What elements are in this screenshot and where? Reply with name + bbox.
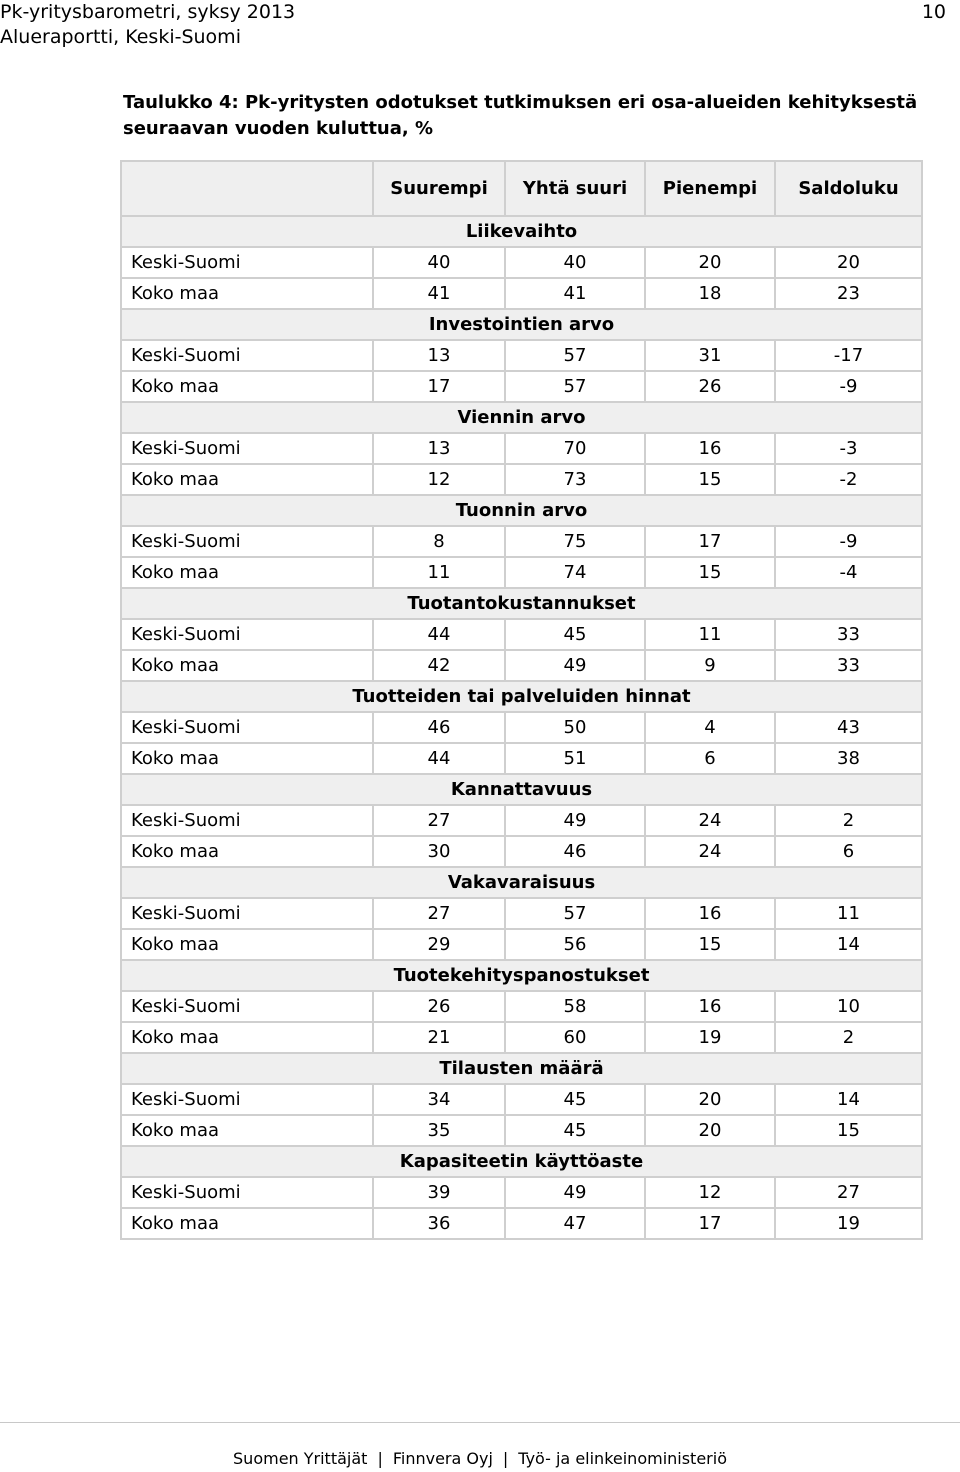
row-label: Koko maa xyxy=(121,464,373,495)
page-footer xyxy=(0,1448,960,1470)
value-cell: 49 xyxy=(505,650,645,681)
value-cell: 13 xyxy=(373,433,505,464)
value-cell: 14 xyxy=(775,929,922,960)
value-cell: 10 xyxy=(775,991,922,1022)
value-cell: 58 xyxy=(505,991,645,1022)
value-cell: 50 xyxy=(505,712,645,743)
value-cell: 57 xyxy=(505,371,645,402)
value-cell: 45 xyxy=(505,1115,645,1146)
value-cell: 17 xyxy=(645,526,775,557)
value-cell: 18 xyxy=(645,278,775,309)
table-row xyxy=(121,526,922,557)
section-header-row xyxy=(121,1053,922,1084)
value-cell: 45 xyxy=(505,619,645,650)
table-body xyxy=(121,161,922,1239)
value-cell: 15 xyxy=(645,929,775,960)
section-title: Liikevaihto xyxy=(121,216,922,247)
row-label: Koko maa xyxy=(121,278,373,309)
value-cell: 33 xyxy=(775,619,922,650)
table-row xyxy=(121,1084,922,1115)
value-cell: 40 xyxy=(373,247,505,278)
value-cell: 27 xyxy=(373,898,505,929)
row-label: Keski-Suomi xyxy=(121,619,373,650)
value-cell: 44 xyxy=(373,619,505,650)
value-cell: -3 xyxy=(775,433,922,464)
value-cell: 36 xyxy=(373,1208,505,1239)
section-title: Kapasiteetin käyttöaste xyxy=(121,1146,922,1177)
value-cell: 12 xyxy=(373,464,505,495)
value-cell: 27 xyxy=(775,1177,922,1208)
value-cell: 42 xyxy=(373,650,505,681)
section-header-row xyxy=(121,774,922,805)
page-number: 10 xyxy=(921,1,946,23)
report-title: Pk-yritysbarometri, syksy 2013 xyxy=(0,1,296,23)
section-header-row xyxy=(121,309,922,340)
row-label: Keski-Suomi xyxy=(121,712,373,743)
section-title: Tuotekehityspanostukset xyxy=(121,960,922,991)
section-header-row xyxy=(121,681,922,712)
value-cell: 12 xyxy=(645,1177,775,1208)
header-corner-cell xyxy=(121,161,373,216)
section-title: Kannattavuus xyxy=(121,774,922,805)
value-cell: 9 xyxy=(645,650,775,681)
value-cell: 38 xyxy=(775,743,922,774)
value-cell: 17 xyxy=(645,1208,775,1239)
section-title: Investointien arvo xyxy=(121,309,922,340)
row-label: Keski-Suomi xyxy=(121,340,373,371)
section-title: Tilausten määrä xyxy=(121,1053,922,1084)
value-cell: 60 xyxy=(505,1022,645,1053)
row-label: Keski-Suomi xyxy=(121,1084,373,1115)
row-label: Keski-Suomi xyxy=(121,991,373,1022)
value-cell: 11 xyxy=(373,557,505,588)
value-cell: 56 xyxy=(505,929,645,960)
value-cell: 30 xyxy=(373,836,505,867)
value-cell: 75 xyxy=(505,526,645,557)
footer-org-finnvera: Finnvera Oyj xyxy=(392,1449,493,1468)
value-cell: 40 xyxy=(505,247,645,278)
value-cell: 31 xyxy=(645,340,775,371)
value-cell: 15 xyxy=(645,464,775,495)
value-cell: -17 xyxy=(775,340,922,371)
value-cell: 70 xyxy=(505,433,645,464)
table-row xyxy=(121,371,922,402)
value-cell: 8 xyxy=(373,526,505,557)
row-label: Koko maa xyxy=(121,1115,373,1146)
value-cell: 20 xyxy=(645,247,775,278)
value-cell: -9 xyxy=(775,526,922,557)
value-cell: 13 xyxy=(373,340,505,371)
value-cell: 43 xyxy=(775,712,922,743)
section-header-row xyxy=(121,495,922,526)
row-label: Koko maa xyxy=(121,371,373,402)
row-label: Keski-Suomi xyxy=(121,247,373,278)
row-label: Koko maa xyxy=(121,557,373,588)
row-label: Koko maa xyxy=(121,1022,373,1053)
value-cell: 46 xyxy=(373,712,505,743)
value-cell: -2 xyxy=(775,464,922,495)
value-cell: 49 xyxy=(505,805,645,836)
value-cell: 47 xyxy=(505,1208,645,1239)
table-header-row xyxy=(121,161,922,216)
table-row xyxy=(121,650,922,681)
table-row xyxy=(121,712,922,743)
table-row xyxy=(121,805,922,836)
footer-org-suomen-yrittajat: Suomen Yrittäjät xyxy=(233,1449,368,1468)
value-cell: 2 xyxy=(775,1022,922,1053)
footer-separator: | xyxy=(377,1449,383,1468)
expectations-table xyxy=(120,160,923,1240)
value-cell: 17 xyxy=(373,371,505,402)
row-label: Koko maa xyxy=(121,743,373,774)
value-cell: 26 xyxy=(645,371,775,402)
table-row xyxy=(121,278,922,309)
value-cell: 19 xyxy=(775,1208,922,1239)
section-title: Tuotteiden tai palveluiden hinnat xyxy=(121,681,922,712)
table-row xyxy=(121,464,922,495)
value-cell: 46 xyxy=(505,836,645,867)
row-label: Keski-Suomi xyxy=(121,1177,373,1208)
row-label: Keski-Suomi xyxy=(121,433,373,464)
value-cell: 57 xyxy=(505,340,645,371)
table-row xyxy=(121,340,922,371)
section-header-row xyxy=(121,402,922,433)
section-header-row xyxy=(121,216,922,247)
value-cell: 15 xyxy=(645,557,775,588)
value-cell: 41 xyxy=(373,278,505,309)
section-header-row xyxy=(121,867,922,898)
value-cell: 16 xyxy=(645,898,775,929)
value-cell: 4 xyxy=(645,712,775,743)
table-row xyxy=(121,619,922,650)
value-cell: 44 xyxy=(373,743,505,774)
value-cell: 29 xyxy=(373,929,505,960)
value-cell: 20 xyxy=(645,1084,775,1115)
value-cell: 74 xyxy=(505,557,645,588)
value-cell: 23 xyxy=(775,278,922,309)
value-cell: 24 xyxy=(645,805,775,836)
value-cell: 24 xyxy=(645,836,775,867)
table-row xyxy=(121,1115,922,1146)
table-row xyxy=(121,1177,922,1208)
row-label: Keski-Suomi xyxy=(121,805,373,836)
row-label: Koko maa xyxy=(121,1208,373,1239)
value-cell: 27 xyxy=(373,805,505,836)
section-header-row xyxy=(121,960,922,991)
section-title: Vakavaraisuus xyxy=(121,867,922,898)
table-row xyxy=(121,557,922,588)
section-title: Viennin arvo xyxy=(121,402,922,433)
row-label: Koko maa xyxy=(121,836,373,867)
value-cell: 11 xyxy=(775,898,922,929)
value-cell: 73 xyxy=(505,464,645,495)
value-cell: 15 xyxy=(775,1115,922,1146)
table-row xyxy=(121,433,922,464)
value-cell: 14 xyxy=(775,1084,922,1115)
table-row xyxy=(121,898,922,929)
value-cell: 6 xyxy=(645,743,775,774)
document-header xyxy=(0,0,295,50)
value-cell: 16 xyxy=(645,433,775,464)
value-cell: 20 xyxy=(775,247,922,278)
value-cell: 33 xyxy=(775,650,922,681)
row-label: Koko maa xyxy=(121,650,373,681)
value-cell: 51 xyxy=(505,743,645,774)
value-cell: 45 xyxy=(505,1084,645,1115)
value-cell: 41 xyxy=(505,278,645,309)
value-cell: 35 xyxy=(373,1115,505,1146)
value-cell: 19 xyxy=(645,1022,775,1053)
column-header-pienempi: Pienempi xyxy=(645,161,775,216)
row-label: Koko maa xyxy=(121,929,373,960)
value-cell: 16 xyxy=(645,991,775,1022)
section-title: Tuotantokustannukset xyxy=(121,588,922,619)
value-cell: 11 xyxy=(645,619,775,650)
value-cell: 26 xyxy=(373,991,505,1022)
value-cell: 57 xyxy=(505,898,645,929)
column-header-saldoluku: Saldoluku xyxy=(775,161,922,216)
table-row xyxy=(121,991,922,1022)
section-header-row xyxy=(121,588,922,619)
row-label: Keski-Suomi xyxy=(121,898,373,929)
value-cell: -4 xyxy=(775,557,922,588)
table-row xyxy=(121,1208,922,1239)
table-caption: Taulukko 4: Pk-yritysten odotukset tutkimuksen eri osa-alueiden kehityksestä seuraavan vuoden kuluttua, % xyxy=(123,92,918,139)
value-cell: 49 xyxy=(505,1177,645,1208)
section-title: Tuonnin arvo xyxy=(121,495,922,526)
value-cell: 2 xyxy=(775,805,922,836)
column-header-yhta-suuri: Yhtä suuri xyxy=(505,161,645,216)
table-row xyxy=(121,247,922,278)
footer-separator: | xyxy=(502,1449,509,1468)
value-cell: 20 xyxy=(645,1115,775,1146)
column-header-suurempi: Suurempi xyxy=(373,161,505,216)
table-row xyxy=(121,743,922,774)
value-cell: 34 xyxy=(373,1084,505,1115)
table-row xyxy=(121,836,922,867)
report-subtitle: Alueraportti, Keski-Suomi xyxy=(0,26,241,48)
value-cell: 39 xyxy=(373,1177,505,1208)
value-cell: 6 xyxy=(775,836,922,867)
value-cell: -9 xyxy=(775,371,922,402)
section-header-row xyxy=(121,1146,922,1177)
table-row xyxy=(121,929,922,960)
row-label: Keski-Suomi xyxy=(121,526,373,557)
table-row xyxy=(121,1022,922,1053)
value-cell: 21 xyxy=(373,1022,505,1053)
footer-divider xyxy=(0,1422,960,1423)
footer-org-tem: Työ- ja elinkeinoministeriö xyxy=(518,1449,727,1468)
